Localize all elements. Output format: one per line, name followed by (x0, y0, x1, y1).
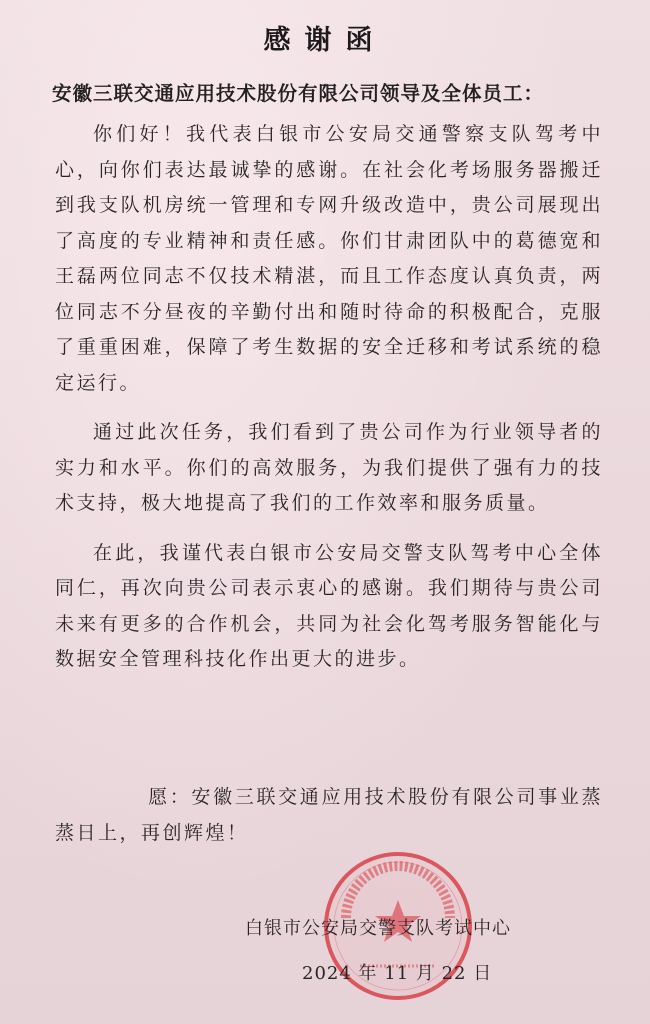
closing-wish: 愿：安徽三联交通应用技术股份有限公司事业蒸蒸日上，再创辉煌！ (55, 786, 603, 844)
body-paragraph-3: 在此，我谨代表白银市公安局交警支队驾考中心全体同仁，再次向贵公司表示衷心的感谢。我们期待与贵公司未来有更多的合作机会，共同为社会化驾考服务智能化与数据安全管理科技化作出更大的进步。 (55, 541, 603, 670)
signer-organization: 白银市公安局交警支队考试中心 (245, 918, 511, 939)
letter-title: 感谢函 (263, 25, 387, 56)
letter-body (55, 117, 603, 692)
body-paragraph-2: 通过此次任务，我们看到了贵公司作为行业领导者的实力和水平。你们的高效服务，为我们提供了强有力的技术支持，极大地提高了我们的工作效率和服务质量。 (55, 421, 603, 514)
letter-date: 2024 年 11 月 22 日 (302, 963, 493, 984)
body-paragraph-1: 你们好！我代表白银市公安局交通警察支队驾考中心，向你们表达最诚挚的感谢。在社会化考场服务器搬迁到我支队机房统一管理和专网升级改造中，贵公司展现出了高度的专业精神和责任感。你们甘肃团队中的葛德宽和王磊两位同志不仅技术精湛，而且工作态度认真负责，两位同志不分昼夜的辛勤付出和随时待命的积极配合，克服了重重困难，保障了考生数据的安全迁移和考试系统的稳定运行。 (55, 123, 603, 394)
letter-salutation: 安徽三联交通应用技术股份有限公司领导及全体员工： (52, 82, 545, 105)
